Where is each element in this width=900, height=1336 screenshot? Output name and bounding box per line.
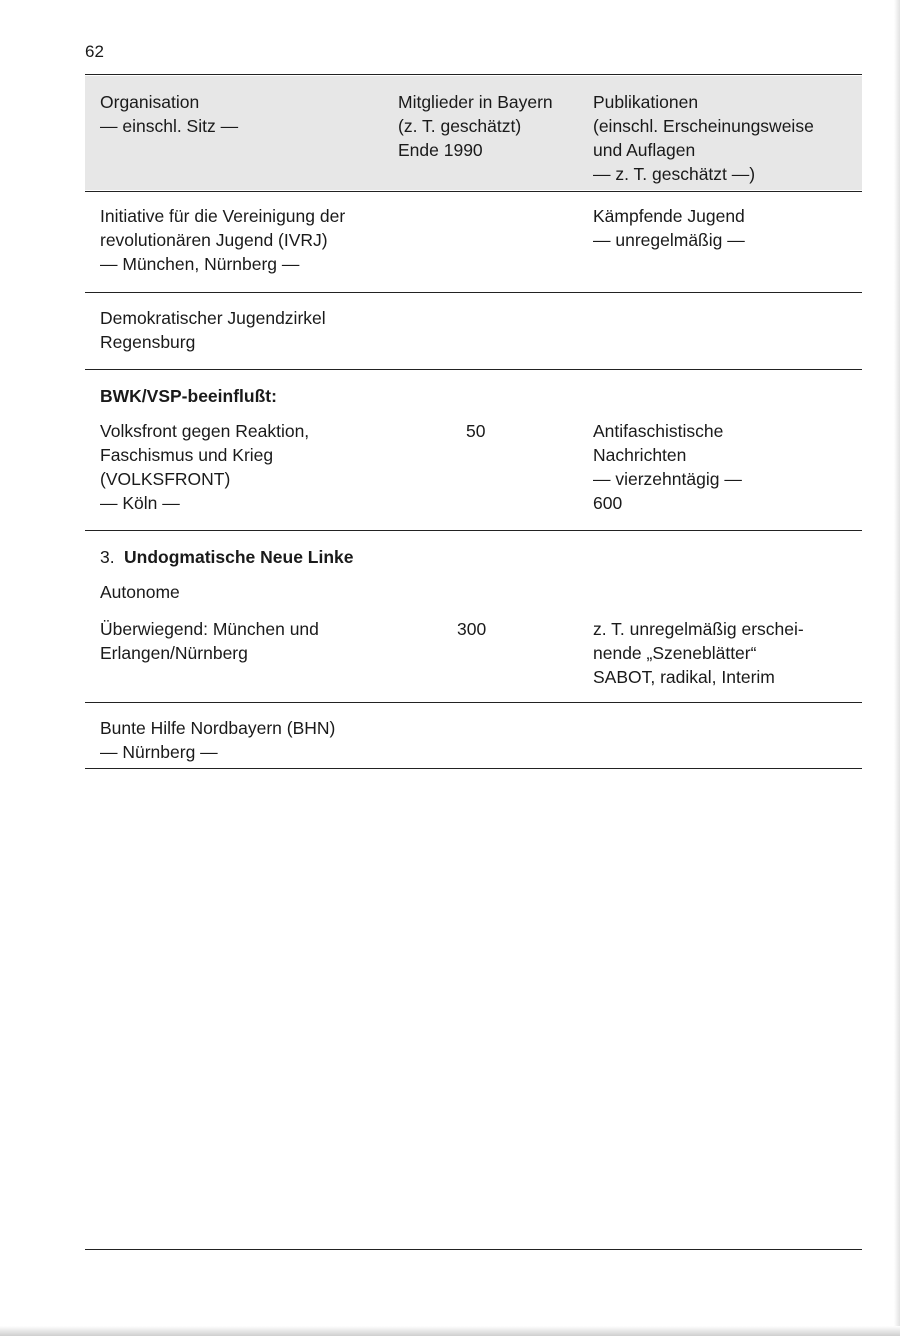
row-jugendzirkel-organisation: Demokratischer Jugendzirkel Regensburg [100, 308, 326, 352]
row-bhn-organisation: Bunte Hilfe Nordbayern (BHN) — Nürnberg — [100, 718, 336, 762]
row-volksfront-publications: Antifaschistische Nachrichten — vierzehntägig — 600 [593, 421, 742, 513]
row-divider [85, 292, 862, 293]
row-autonome-publications: z. T. unregelmäßig erschei- nende „Szeneblätter“ SABOT, radikal, Interim [593, 619, 804, 687]
row-volksfront-members: 50 [466, 421, 486, 441]
section-bwk-heading: BWK/VSP-beeinflußt: [100, 386, 277, 406]
row-divider [85, 369, 862, 370]
page-bottom-shadow [0, 1326, 900, 1336]
row-ivrj-organisation: Initiative für die Vereinigung der revolutionären Jugend (IVRJ) — München, Nürnberg — [100, 206, 346, 274]
footer-rule [85, 1249, 862, 1250]
row-autonome-organisation: Überwiegend: München und Erlangen/Nürnberg [100, 619, 319, 663]
header-organisation: Organisation — einschl. Sitz — [100, 92, 239, 136]
page-edge-shadow [894, 0, 900, 1336]
table-bottom-rule [85, 768, 862, 769]
header-publications: Publikationen (einschl. Erscheinungsweise und Auflagen — z. T. geschätzt —) [593, 92, 814, 184]
header-members: Mitglieder in Bayern (z. T. geschätzt) Ende 1990 [398, 92, 553, 160]
row-ivrj-publications: Kämpfende Jugend — unregelmäßig — [593, 206, 745, 250]
page-number: 62 [85, 42, 104, 61]
row-divider [85, 702, 862, 703]
row-volksfront-organisation: Volksfront gegen Reaktion, Faschismus und Krieg (VOLKSFRONT) — Köln — [100, 421, 310, 513]
section-3-subheading: Autonome [100, 582, 180, 602]
section-3-heading: Undogmatische Neue Linke [124, 547, 354, 567]
row-divider [85, 530, 862, 531]
header-bottom-rule [85, 191, 862, 192]
row-autonome-members: 300 [457, 619, 487, 639]
table-top-rule [85, 74, 862, 75]
section-3-number: 3. [100, 547, 115, 567]
